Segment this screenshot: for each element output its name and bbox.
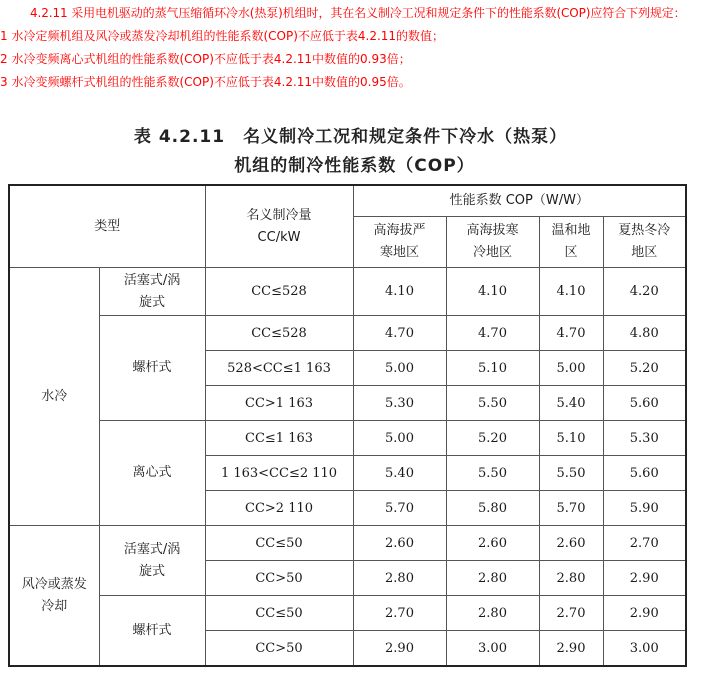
group-air-evaporative: 风冷或蒸发 冷却: [9, 526, 99, 667]
cop-value: 2.60: [446, 526, 539, 561]
cop-value: 5.30: [353, 386, 446, 421]
header-zone: 高海拔寒 冷地区: [446, 217, 539, 268]
cop-value: 5.70: [539, 491, 603, 526]
capacity-cell: CC>50: [205, 561, 353, 596]
cop-value: 5.90: [603, 491, 686, 526]
table-title-line2: 机组的制冷性能系数（COP）: [234, 156, 475, 176]
cop-value: 4.10: [353, 268, 446, 316]
cop-value: 2.70: [539, 596, 603, 631]
cop-value: 2.60: [539, 526, 603, 561]
capacity-cell: CC≤50: [205, 596, 353, 631]
cop-value: 3.00: [603, 631, 686, 667]
table-row: [9, 316, 686, 351]
header-zone: 温和地 区: [539, 217, 603, 268]
cop-value: 2.90: [603, 596, 686, 631]
capacity-cell: CC>1 163: [205, 386, 353, 421]
cop-value: 4.20: [603, 268, 686, 316]
subtype-centrifugal: 离心式: [99, 421, 205, 526]
capacity-cell: CC>50: [205, 631, 353, 667]
header-cop-group: 性能系数 COP（W/W）: [353, 185, 686, 217]
header-capacity-label: 名义制冷量: [246, 207, 312, 223]
cop-value: 5.40: [353, 456, 446, 491]
cop-value: 5.80: [446, 491, 539, 526]
header-zone: 高海拔严 寒地区: [353, 217, 446, 268]
capacity-cell: CC≤50: [205, 526, 353, 561]
capacity-cell: 528<CC≤1 163: [205, 351, 353, 386]
cop-value: 2.90: [539, 631, 603, 667]
cop-value: 4.10: [446, 268, 539, 316]
clause-item-1: 1 水冷定频机组及风冷或蒸发冷却机组的性能系数(COP)不应低于表4.2.11的数值；: [0, 29, 445, 43]
cop-value: 2.70: [603, 526, 686, 561]
cop-value: 4.10: [539, 268, 603, 316]
clause-item-2: 2 水冷变频离心式机组的性能系数(COP)不应低于表4.2.11中数值的0.93倍；: [0, 52, 411, 66]
capacity-cell: CC≤528: [205, 316, 353, 351]
cop-value: 5.60: [603, 456, 686, 491]
cop-value: 2.90: [603, 561, 686, 596]
capacity-cell: CC≤1 163: [205, 421, 353, 456]
subtype-piston-scroll: 活塞式/涡 旋式: [99, 268, 205, 316]
cop-value: 5.60: [603, 386, 686, 421]
cop-value: 5.50: [446, 386, 539, 421]
capacity-cell: CC≤528: [205, 268, 353, 316]
cop-value: 2.60: [353, 526, 446, 561]
cop-value: 2.70: [353, 596, 446, 631]
table-row: [9, 526, 686, 561]
header-zone: 夏热冬冷 地区: [603, 217, 686, 268]
table-row: [9, 596, 686, 631]
cop-value: 5.00: [539, 351, 603, 386]
cop-value: 5.20: [603, 351, 686, 386]
cop-value: 4.70: [539, 316, 603, 351]
cop-value: 4.70: [446, 316, 539, 351]
table-row: [9, 421, 686, 456]
cop-value: 5.40: [539, 386, 603, 421]
cop-value: 3.00: [446, 631, 539, 667]
cop-value: 5.30: [603, 421, 686, 456]
subtype-screw: 螺杆式: [99, 596, 205, 667]
header-capacity: [205, 185, 353, 268]
intro-text: [0, 2, 710, 94]
subtype-piston-scroll: 活塞式/涡 旋式: [99, 526, 205, 596]
cop-table: [8, 184, 687, 667]
capacity-cell: CC>2 110: [205, 491, 353, 526]
cop-value: 5.20: [446, 421, 539, 456]
table-row: [9, 268, 686, 316]
cop-value: 2.80: [353, 561, 446, 596]
cop-value: 5.10: [539, 421, 603, 456]
cop-value: 2.90: [353, 631, 446, 667]
clause-4-2-11: 4.2.11 采用电机驱动的蒸气压缩循环冷水(热泵)机组时，其在名义制冷工况和规定条件下的性能系数(COP)应符合下列规定：: [30, 6, 686, 20]
table-title-line1: 表 4.2.11 名义制冷工况和规定条件下冷水（热泵）: [133, 127, 568, 147]
cop-value: 5.50: [539, 456, 603, 491]
cop-value: 4.70: [353, 316, 446, 351]
cop-value: 5.00: [353, 351, 446, 386]
clause-item-3: 3 水冷变频螺杆式机组的性能系数(COP)不应低于表4.2.11中数值的0.95倍。: [0, 75, 411, 89]
cop-value: 5.70: [353, 491, 446, 526]
cop-value: 5.50: [446, 456, 539, 491]
header-type: 类型: [9, 185, 205, 268]
cop-value: 2.80: [446, 561, 539, 596]
capacity-cell: 1 163<CC≤2 110: [205, 456, 353, 491]
cop-value: 2.80: [539, 561, 603, 596]
subtype-screw: 螺杆式: [99, 316, 205, 421]
cop-value: 5.00: [353, 421, 446, 456]
cop-value: 5.10: [446, 351, 539, 386]
cop-value: 2.80: [446, 596, 539, 631]
cop-value: 4.80: [603, 316, 686, 351]
header-capacity-unit: CC/kW: [257, 229, 301, 245]
group-water-cooled: 水冷: [9, 268, 99, 526]
